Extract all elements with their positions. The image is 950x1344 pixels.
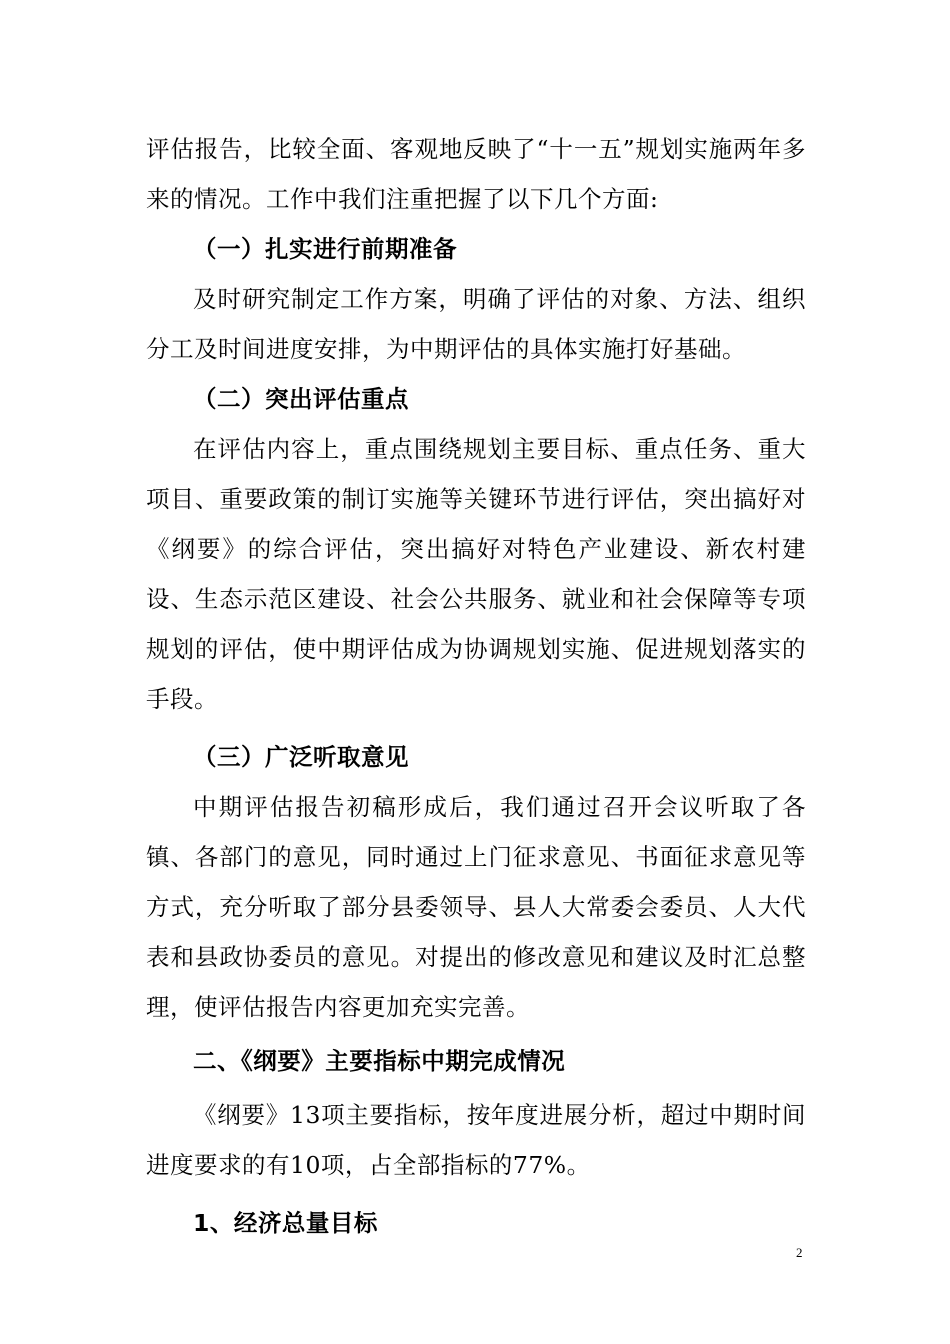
subsection-heading-economic-total: 1、经济总量目标 [193, 1209, 378, 1237]
section-heading-2: （二）突出评估重点 [193, 385, 409, 413]
paragraph-preparation: 及时研究制定工作方案，明确了评估的对象、方法、组织分工及时间进度安排，为中期评估的具体实施打好基础。 [146, 285, 806, 363]
paragraph-indicators: 《纲要》13项主要指标，按年度进展分析，超过中期时间进度要求的有10项，占全部指标的77%。 [146, 1101, 806, 1179]
chapter-heading-2: 二、《纲要》主要指标中期完成情况 [193, 1047, 566, 1075]
paragraph-focus: 在评估内容上，重点围绕规划主要目标、重点任务、重大项目、重要政策的制订实施等关键环节进行评估，突出搞好对《纲要》的综合评估，突出搞好对特色产业建设、新农村建设、生态示范区建设、社会公共服务、就业和社会保障等专项规划的评估，使中期评估成为协调规划实施、促进规划落实的手段。 [146, 435, 806, 713]
paragraph-intro: 评估报告，比较全面、客观地反映了“十一五”规划实施两年多来的情况。工作中我们注重把握了以下几个方面: [146, 135, 806, 213]
paragraph-opinions: 中期评估报告初稿形成后，我们通过召开会议听取了各镇、各部门的意见，同时通过上门征求意见、书面征求意见等方式，充分听取了部分县委领导、县人大常委会委员、人大代表和县政协委员的意见。对提出的修改意见和建议及时汇总整理，使评估报告内容更加充实完善。 [146, 793, 806, 1021]
section-heading-1: （一）扎实进行前期准备 [193, 235, 457, 263]
section-heading-3: （三）广泛听取意见 [193, 743, 409, 771]
page-number: 2 [796, 1245, 803, 1260]
page-body [146, 124, 806, 1248]
